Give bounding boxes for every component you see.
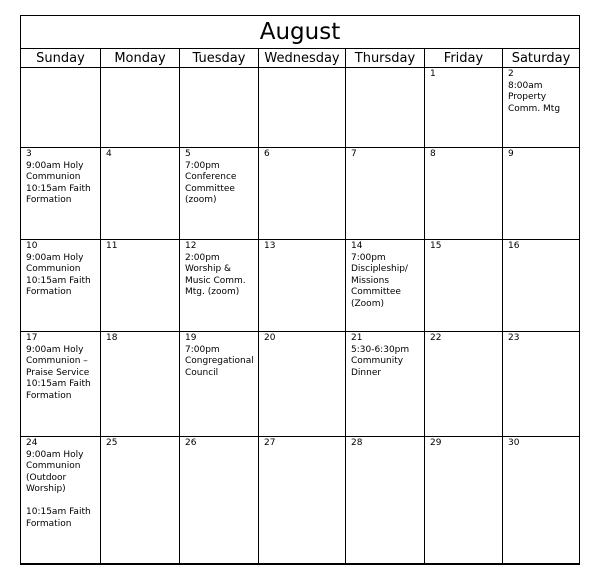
- day-number: 24: [26, 438, 38, 448]
- event-text: 7:00pm: [185, 344, 220, 355]
- weekday-wednesday: Wednesday: [259, 49, 346, 68]
- day-cell-27: [259, 437, 346, 564]
- day-number: 12: [185, 241, 197, 251]
- weekday-thursday: Thursday: [346, 49, 425, 68]
- day-number: 23: [508, 333, 520, 343]
- day-number: 4: [106, 149, 112, 159]
- day-number: 16: [508, 241, 520, 251]
- day-number: 30: [508, 438, 520, 448]
- day-number: 26: [185, 438, 197, 448]
- event-text: Praise Service: [26, 367, 90, 378]
- day-cell-7: [346, 148, 425, 240]
- day-cell-4: [101, 148, 180, 240]
- empty-day-cell: [21, 68, 101, 148]
- day-number: 22: [430, 333, 442, 343]
- day-cell-13: [259, 240, 346, 332]
- day-cell-11: [101, 240, 180, 332]
- day-cell-15: [425, 240, 503, 332]
- event-text: Property: [508, 92, 547, 102]
- event-text: 10:15am Faith: [26, 275, 91, 286]
- day-cell-26: [180, 437, 259, 564]
- event-text: 9:00am Holy: [26, 449, 84, 460]
- day-cell-29: [425, 437, 503, 564]
- event-text: Committee: [185, 183, 235, 194]
- day-number: 7: [351, 149, 357, 159]
- day-number: 8: [430, 149, 436, 159]
- event-text: Conference: [185, 172, 237, 182]
- event-text: 5:30-6:30pm: [351, 344, 410, 355]
- day-cell-24: [21, 437, 101, 564]
- day-cell-8: [425, 148, 503, 240]
- day-number: 11: [106, 241, 118, 251]
- event-text: Worship &: [185, 264, 232, 274]
- calendar: [20, 15, 580, 565]
- day-cell-9: [503, 148, 579, 240]
- day-number: 13: [264, 241, 276, 251]
- day-cell-28: [346, 437, 425, 564]
- calendar-body: [21, 68, 579, 564]
- empty-day-cell: [346, 68, 425, 148]
- month-title: August: [21, 16, 579, 49]
- day-cell-21: [346, 332, 425, 437]
- weekday-monday: Monday: [101, 49, 180, 68]
- event-text: Committee: [351, 287, 401, 297]
- day-cell-3: [21, 148, 101, 240]
- event-text: 10:15am Faith: [26, 507, 91, 517]
- event-text: Discipleship/: [351, 264, 408, 274]
- day-number: 3: [26, 149, 32, 159]
- day-cell-5: [180, 148, 259, 240]
- day-number: 9: [508, 149, 514, 159]
- day-cell-14: [346, 240, 425, 332]
- day-number: 28: [351, 438, 363, 448]
- day-cell-16: [503, 240, 579, 332]
- event-text: Communion –: [26, 356, 88, 366]
- day-number: 27: [264, 438, 276, 448]
- day-number: 1: [430, 69, 436, 79]
- event-text: Council: [185, 367, 219, 378]
- day-cell-17: [21, 332, 101, 437]
- day-cell-23: [503, 332, 579, 437]
- event-text: (Zoom): [351, 298, 384, 309]
- event-text: Comm. Mtg: [508, 103, 561, 114]
- day-number: 18: [106, 333, 118, 343]
- event-text: (zoom): [185, 195, 217, 205]
- empty-day-cell: [259, 68, 346, 148]
- event-text: 7:00pm: [185, 160, 220, 171]
- day-number: 6: [264, 149, 270, 159]
- event-text: Worship): [26, 484, 66, 494]
- empty-day-cell: [101, 68, 180, 148]
- day-cell-25: [101, 437, 180, 564]
- event-text: 7:00pm: [351, 252, 386, 263]
- event-text: 8:00am: [508, 80, 543, 91]
- event-text: 9:00am Holy: [26, 160, 84, 171]
- day-number: 29: [430, 438, 442, 448]
- event-text: 9:00am Holy: [26, 252, 84, 263]
- day-cell-19: [180, 332, 259, 437]
- event-text: Congregational: [185, 356, 254, 366]
- event-text: Communion: [26, 172, 81, 182]
- day-cell-30: [503, 437, 579, 564]
- event-text: Missions: [351, 275, 390, 286]
- event-text: (Outdoor: [26, 472, 67, 483]
- day-number: 5: [185, 149, 191, 159]
- event-text: 10:15am Faith: [26, 183, 91, 194]
- day-cell-1: [425, 68, 503, 148]
- day-cell-18: [101, 332, 180, 437]
- day-cell-2: [503, 68, 579, 148]
- weekday-saturday: Saturday: [503, 49, 579, 68]
- event-text: Formation: [26, 518, 72, 529]
- day-number: 10: [26, 241, 38, 251]
- event-text: 10:15am Faith: [26, 379, 91, 389]
- day-cell-20: [259, 332, 346, 437]
- event-text: Formation: [26, 287, 72, 297]
- event-text: 9:00am Holy: [26, 344, 84, 355]
- day-cell-10: [21, 240, 101, 332]
- day-cell-12: [180, 240, 259, 332]
- event-text: Community: [351, 356, 404, 366]
- empty-day-cell: [180, 68, 259, 148]
- event-text: Communion: [26, 461, 81, 471]
- day-number: 14: [351, 241, 363, 251]
- event-text: Formation: [26, 195, 72, 205]
- event-text: Dinner: [351, 367, 382, 378]
- day-cell-6: [259, 148, 346, 240]
- event-text: 2:00pm: [185, 252, 220, 263]
- day-number: 25: [106, 438, 118, 448]
- day-number: 15: [430, 241, 442, 251]
- event-text: [26, 496, 95, 508]
- day-number: 2: [508, 69, 514, 79]
- weekday-friday: Friday: [425, 49, 503, 68]
- weekday-tuesday: Tuesday: [180, 49, 259, 68]
- weekday-header: [21, 49, 579, 68]
- day-number: 17: [26, 333, 38, 343]
- weekday-sunday: Sunday: [21, 49, 101, 68]
- event-text: Music Comm.: [185, 275, 246, 286]
- day-number: 21: [351, 333, 363, 343]
- day-number: 20: [264, 333, 276, 343]
- event-text: Mtg. (zoom): [185, 287, 240, 297]
- day-number: 19: [185, 333, 197, 343]
- day-cell-22: [425, 332, 503, 437]
- event-text: Formation: [26, 390, 72, 401]
- event-text: Communion: [26, 264, 81, 274]
